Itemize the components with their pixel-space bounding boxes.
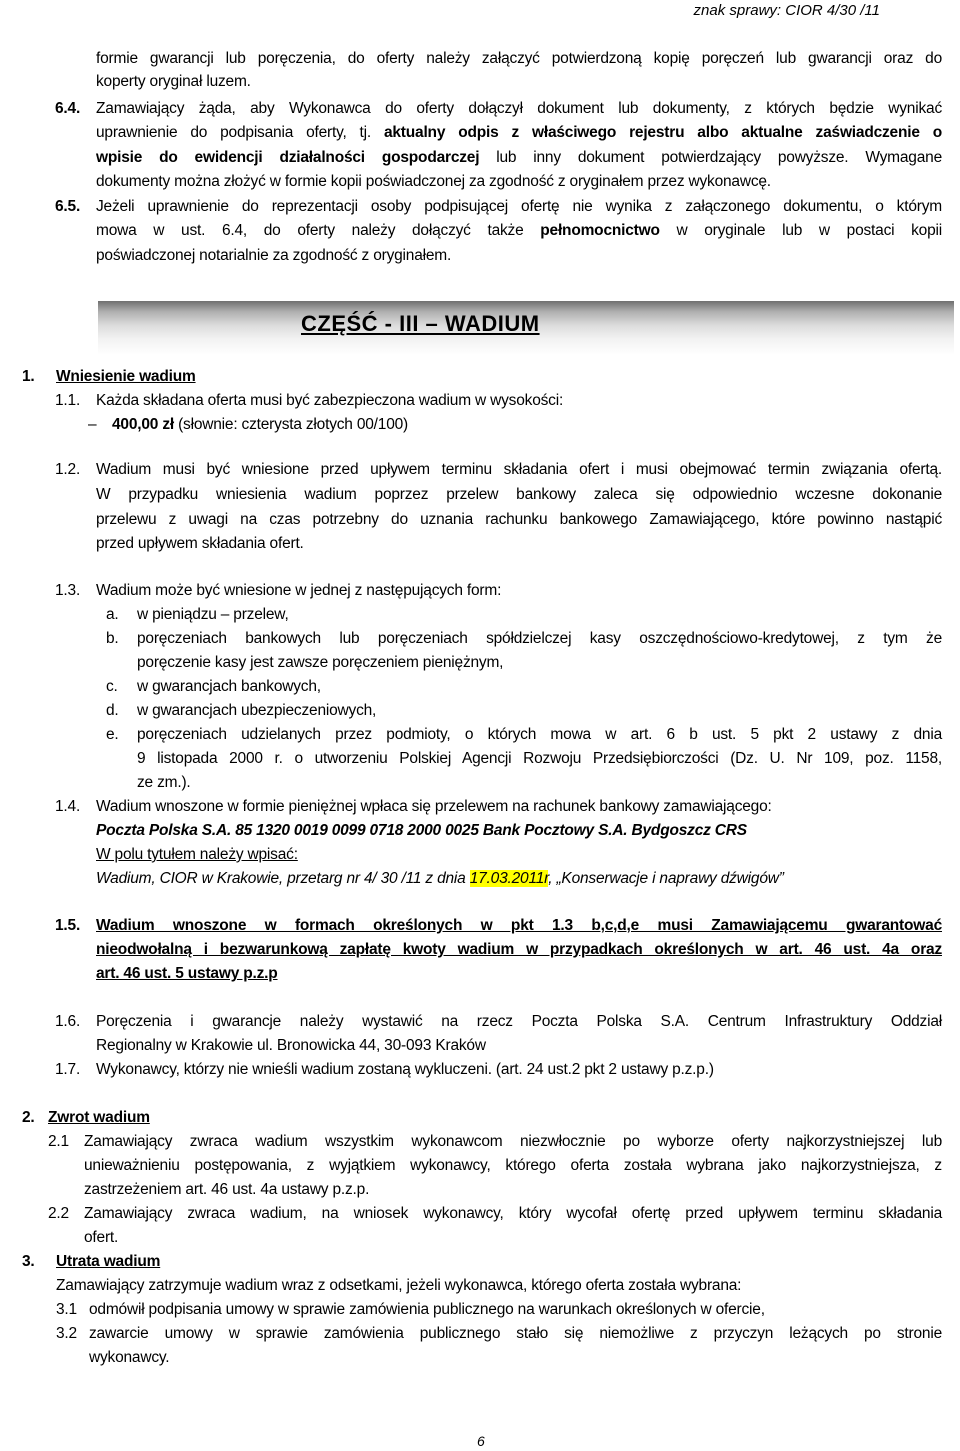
transfer-title: [96, 867, 784, 891]
section-number: 1.: [22, 368, 35, 385]
list-letter: d.: [106, 702, 119, 719]
paragraph-line: Jeżeli uprawnienie do reprezentacji osoby podpisującej ofertę nie wynika z załączonego dokumentu, o którym: [96, 198, 942, 215]
paragraph-line: Wadium wnoszone w formie pieniężnej wpłaca się przelewem na rachunek bankowy zamawiającego:: [96, 798, 772, 815]
item-number: 3.1: [56, 1301, 77, 1318]
highlighted-date: 17.03.2011r: [469, 870, 549, 887]
paragraph-line: Wadium może być wniesione w jednej z następujących form:: [96, 582, 502, 599]
page-number: 6: [477, 1433, 485, 1449]
bank-account: Poczta Polska S.A. 85 1320 0019 0099 0718 2000 0025 Bank Pocztowy S.A. Bydgoszcz CRS: [96, 822, 747, 839]
list-item: w pieniądzu – przelew,: [137, 606, 289, 623]
section-heading: Utrata wadium: [56, 1253, 161, 1270]
item-number: 2.2: [48, 1205, 69, 1222]
bold-span: pełnomocnictwo: [540, 222, 660, 239]
list-item: poręczeniach udzielanych przez podmioty, o których mowa w art. 6 b ust. 5 pkt 2 ustawy z dnia: [137, 726, 942, 743]
paragraph-line: Zamawiający żąda, aby Wykonawca do oferty dołączył dokument lub dokumenty, z których będzie wynikać: [96, 100, 942, 117]
list-item: 9 listopada 2000 r. o utworzeniu Polskiej Agencji Rozwoju Przedsiębiorczości (Dz. U. Nr 109, poz. 1158,: [137, 750, 942, 767]
item-number: 2.1: [48, 1133, 69, 1150]
paragraph-line: Wadium musi być wniesione przed upływem terminu składania ofert i musi obejmować termin związania ofertą.: [96, 461, 942, 478]
paragraph-line: Poręczenia i gwarancje należy wystawić na rzecz Poczta Polska S.A. Centrum Infrastruktury Oddział: [96, 1013, 942, 1030]
list-letter: c.: [106, 678, 118, 695]
list-letter: b.: [106, 630, 119, 647]
paragraph-line: Wadium wnoszone w formach określonych w pkt 1.3 b,c,d,e musi Zamawiającemu gwarantować: [96, 917, 942, 934]
list-item: w gwarancjach bankowych,: [137, 678, 321, 695]
paragraph-line: dokumenty można złożyć w formie kopii poświadczonej za zgodność z oryginałem przez wykonawcę.: [96, 173, 771, 190]
list-item: poręczenie kasy jest zawsze poręczeniem pieniężnym,: [137, 654, 504, 671]
section-number: 3.: [22, 1253, 35, 1270]
paragraph-line: wykonawcy.: [89, 1349, 170, 1366]
item-number: 1.1.: [55, 392, 81, 409]
paragraph-line: formie gwarancji lub poręczenia, do oferty należy załączyć potwierdzoną kopię poręczeń lub gwarancji oraz do: [96, 50, 942, 67]
text-span: Wadium, CIOR w Krakowie, przetarg nr 4/ 30 /11 z dnia: [96, 870, 470, 887]
section-heading: Wniesienie wadium: [56, 368, 196, 385]
text-span: lub inny dokument potwierdzający powyższe. Wymagane: [479, 149, 942, 166]
paragraph-line: przelewu z uwagi na czas potrzebny do uznania rachunku bankowego Zamawiającego, które powinno nastąpić: [96, 511, 942, 528]
paragraph-line: Zamawiający zwraca wadium wszystkim wykonawcom niezwłocznie po wyborze oferty najkorzystniejszej lub: [84, 1133, 942, 1150]
section-heading: Zwrot wadium: [48, 1109, 150, 1126]
list-item: ze zm.).: [137, 774, 191, 791]
text-span: w oryginale lub w postaci kopii: [659, 222, 942, 239]
section-title: CZĘŚĆ - III – WADIUM: [301, 311, 540, 336]
list-item: poręczeniach bankowych lub poręczeniach spółdzielczej kasy oszczędnościowo-kredytowej, z tym że: [137, 630, 942, 647]
paragraph-line: ofert.: [84, 1229, 119, 1246]
bold-span: aktualny odpis z właściwego rejestru albo aktualne zaświadczenie o: [383, 124, 942, 141]
item-number: 1.4.: [55, 798, 81, 815]
paragraph-line: przed upływem składania ofert.: [96, 535, 304, 552]
paragraph-line: W przypadku wniesienia wadium poprzez przelew bankowy zaleca się odpowiednio wczesne dokonanie: [96, 486, 942, 503]
amount: 400,00 zł: [112, 416, 174, 433]
transfer-title-label: W polu tytułem należy wpisać:: [96, 846, 298, 863]
dash-bullet: –: [88, 416, 97, 433]
paragraph-line: odmówił podpisania umowy w sprawie zamówienia publicznego na warunkach określonych w ofercie,: [89, 1301, 765, 1318]
item-number: 3.2: [56, 1325, 77, 1342]
paragraph-line: nieodwołalną i bezwarunkową zapłatę kwoty wadium w przypadkach określonych w art. 46 ust. 4a oraz: [96, 941, 942, 958]
list-letter: e.: [106, 726, 119, 743]
text-span: (słownie: czterysta złotych 00/100): [173, 416, 408, 433]
text-span: , „Konserwacje i naprawy dźwigów”: [548, 870, 784, 887]
section-number: 2.: [22, 1109, 35, 1126]
paragraph-line: Każda składana oferta musi być zabezpieczona wadium w wysokości:: [96, 392, 564, 409]
item-number: 1.2.: [55, 461, 81, 478]
item-number: 1.5.: [55, 917, 81, 934]
case-reference: znak sprawy: CIOR 4/30 /11: [693, 2, 880, 19]
paragraph-line: art. 46 ust. 5 ustawy p.z.p: [96, 965, 278, 982]
text-span: uprawnienie do podpisania oferty, tj.: [96, 124, 384, 141]
bold-span: wpisie do ewidencji działalności gospodarczej: [96, 149, 480, 166]
paragraph-line: [96, 121, 942, 145]
paragraph-line: Zamawiający zwraca wadium, na wniosek wykonawcy, który wycofał ofertę przed upływem terminu składania: [84, 1205, 942, 1222]
item-number: 1.3.: [55, 582, 81, 599]
paragraph-line: zastrzeżeniem art. 46 ust. 4a ustawy p.z.p.: [84, 1181, 370, 1198]
paragraph-line: zawarcie umowy w sprawie zamówienia publicznego stało się niemożliwe z przyczyn leżących po stronie: [89, 1325, 942, 1342]
paragraph-line: poświadczonej notarialnie za zgodność z oryginałem.: [96, 247, 452, 264]
item-number: 6.5.: [55, 198, 81, 215]
paragraph-line: koperty oryginał luzem.: [96, 73, 251, 90]
item-number: 1.6.: [55, 1013, 81, 1030]
paragraph-line: Zamawiający zatrzymuje wadium wraz z odsetkami, jeżeli wykonawca, którego oferta została wybrana:: [56, 1277, 742, 1294]
paragraph-line: [96, 219, 942, 243]
list-letter: a.: [106, 606, 119, 623]
item-number: 6.4.: [55, 100, 81, 117]
text-span: mowa w ust. 6.4, do oferty należy dołączyć także: [96, 222, 541, 239]
paragraph-line: Regionalny w Krakowie ul. Bronowicka 44, 30-093 Kraków: [96, 1037, 486, 1054]
paragraph-line: unieważnieniu postępowania, z wyjątkiem wykonawcy, którego oferta została wybrana jako najkorzystniejsza, z: [84, 1157, 942, 1174]
list-item: w gwarancjach ubezpieczeniowych,: [137, 702, 377, 719]
paragraph-line: Wykonawcy, którzy nie wnieśli wadium zostaną wykluczeni. (art. 24 ust.2 pkt 2 ustawy p.z.p.): [96, 1061, 714, 1078]
paragraph-line: [96, 146, 942, 170]
paragraph-line: [112, 413, 408, 437]
item-number: 1.7.: [55, 1061, 81, 1078]
